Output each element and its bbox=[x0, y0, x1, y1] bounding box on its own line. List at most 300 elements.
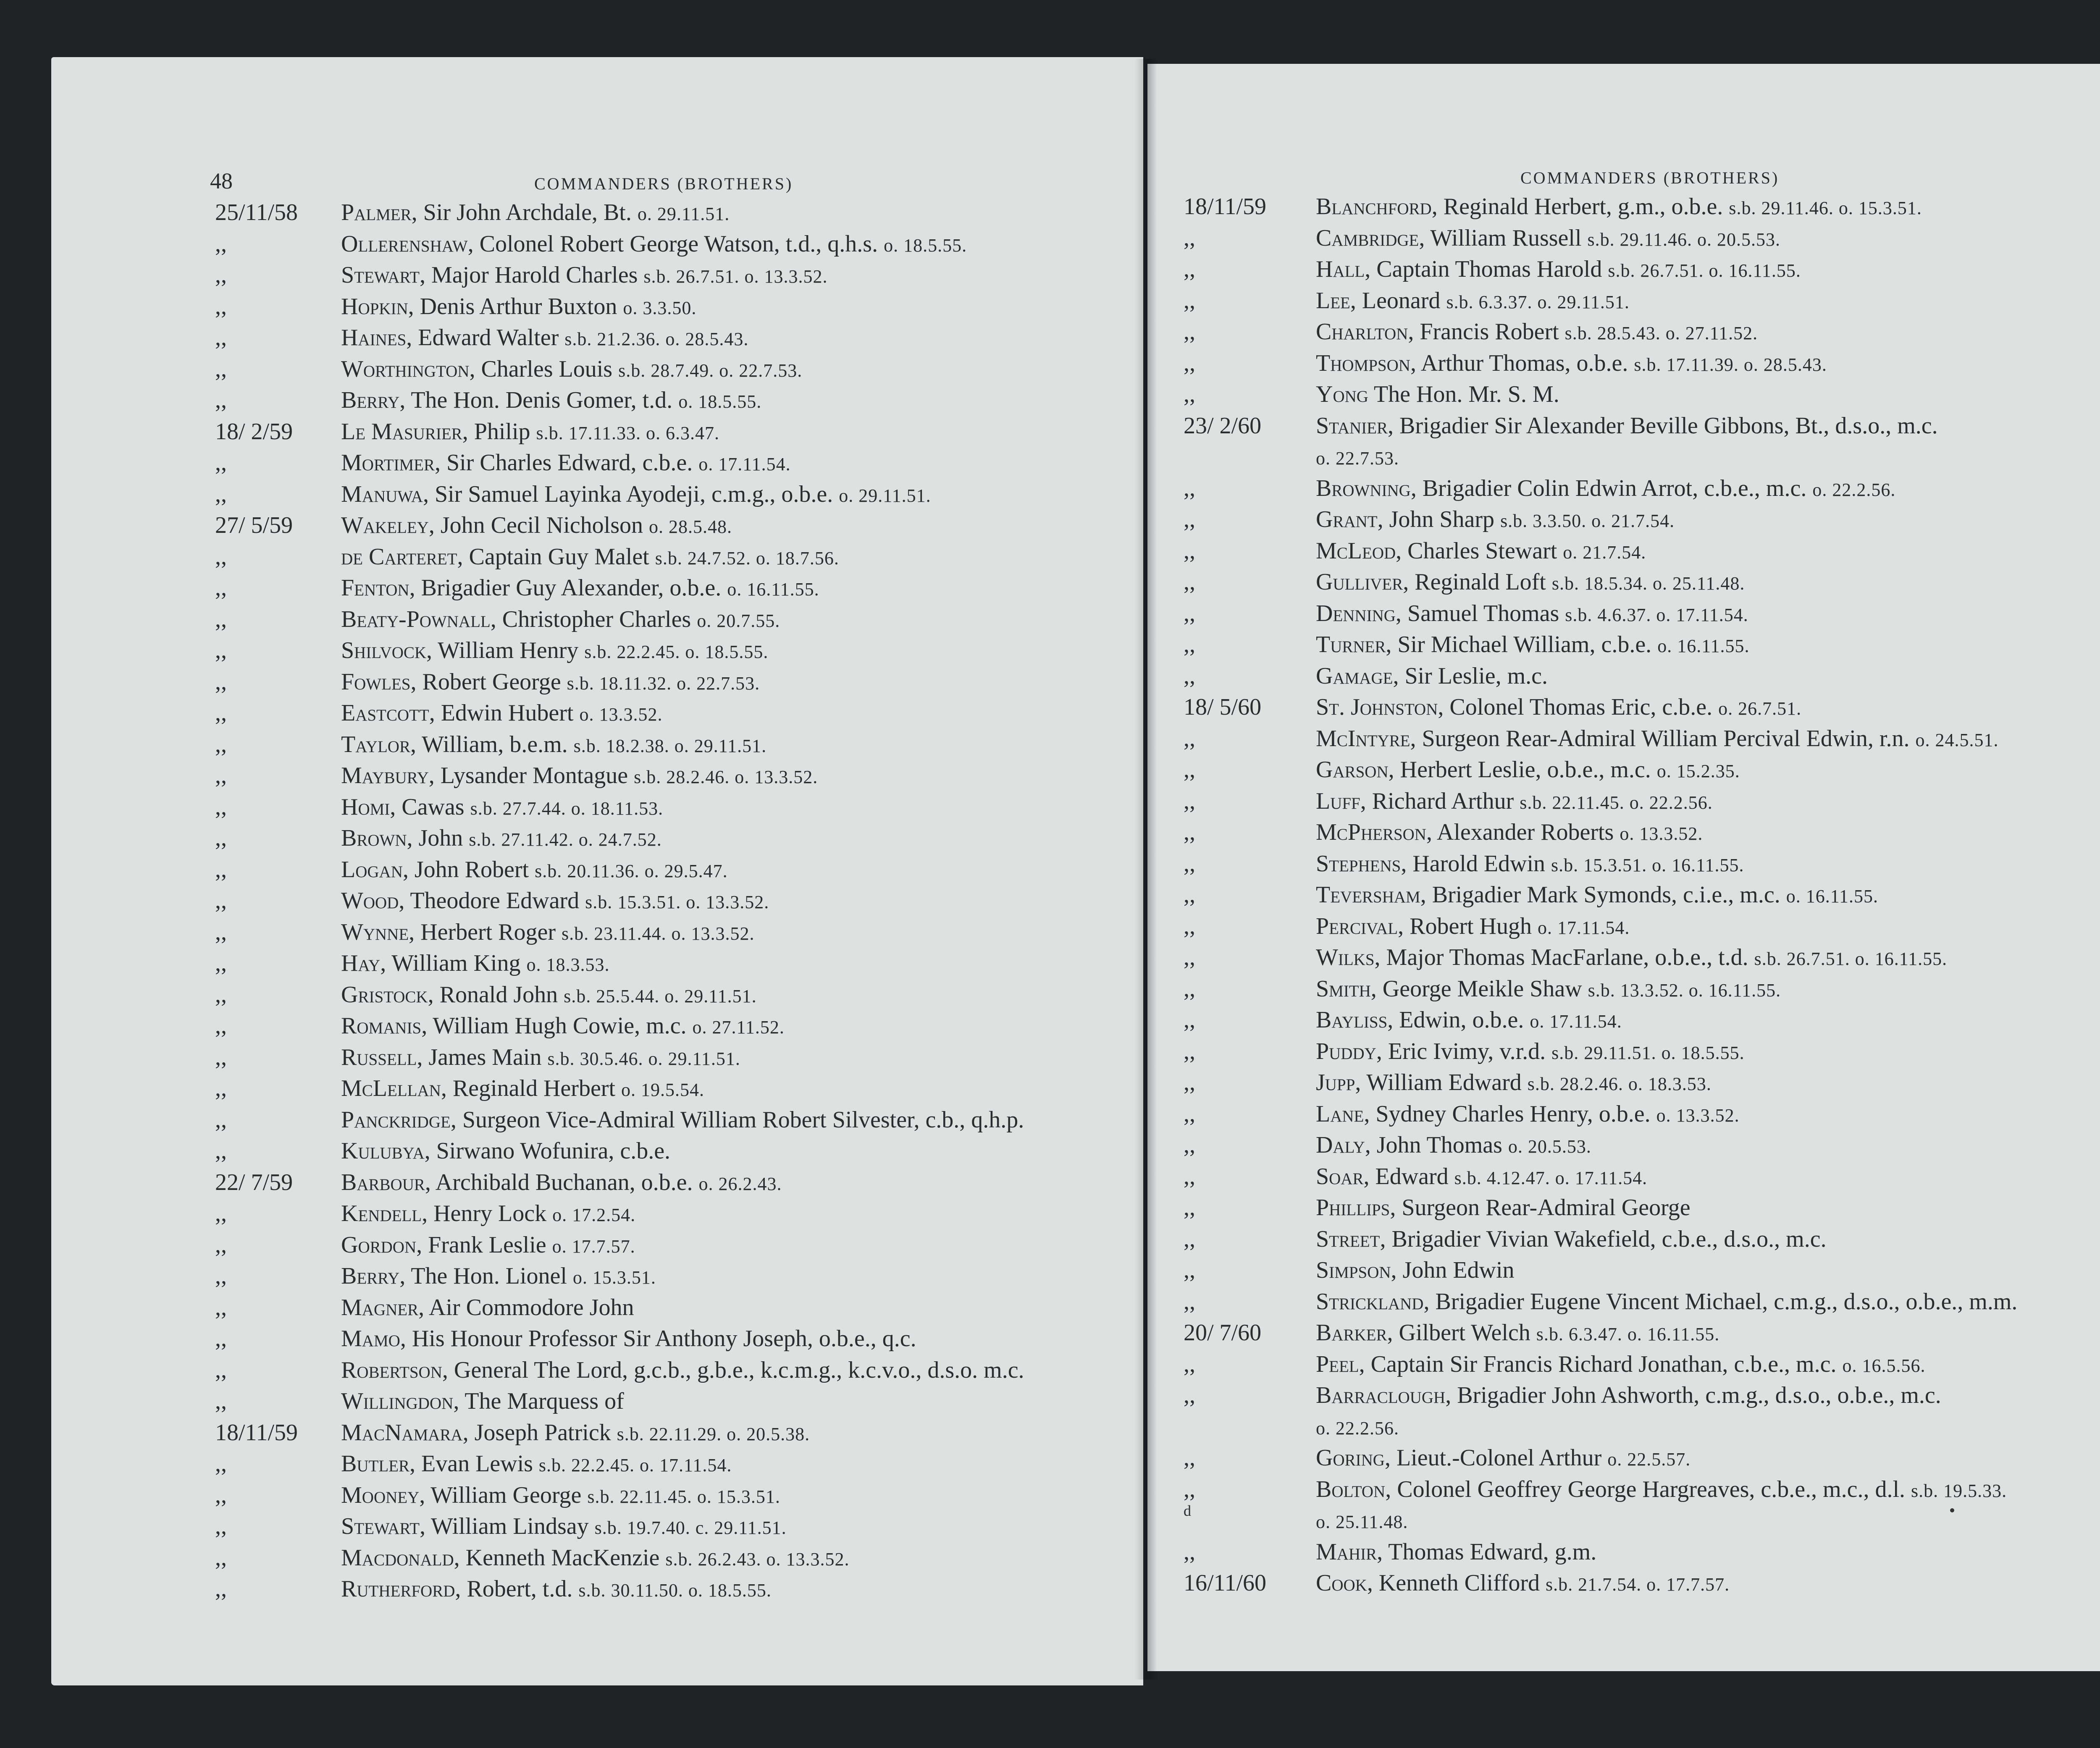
entry-text bbox=[215, 448, 1024, 480]
signature-mark: d bbox=[1184, 1502, 1191, 1519]
entry-name-details: , Robert Hugh bbox=[1398, 913, 1532, 939]
entry-post-dates: s.b. 6.3.37. o. 29.11.51. bbox=[1446, 291, 1630, 312]
entry-name-details: , John Edwin bbox=[1391, 1257, 1515, 1283]
entry-surname: Stewart bbox=[341, 1513, 420, 1539]
entry-text bbox=[215, 792, 1024, 824]
entry-surname: Simpson bbox=[1316, 1257, 1391, 1283]
entry-list bbox=[215, 198, 1024, 1606]
entry-name-details: , Edwin, o.b.e. bbox=[1387, 1007, 1524, 1033]
entry-name-details: , Brigadier Eugene Vincent Michael, c.m.g., d.s.o., o.b.e., m.m. bbox=[1423, 1288, 2018, 1315]
entry-text bbox=[215, 1293, 1024, 1324]
entry-post-dates: s.b. 23.11.44. o. 13.3.52. bbox=[562, 923, 755, 944]
entry-surname: Teversham bbox=[1316, 882, 1420, 908]
list-item bbox=[1184, 818, 2017, 849]
entry-post-dates: s.b. 20.11.36. o. 29.5.47. bbox=[535, 860, 728, 881]
list-item bbox=[215, 949, 1024, 980]
entry-name-details: , Sir Charles Edward, c.b.e. bbox=[434, 450, 693, 476]
entry-surname: St. Johnston bbox=[1316, 694, 1438, 720]
entry-name-details: , Surgeon Rear-Admiral George bbox=[1390, 1195, 1690, 1221]
entry-post-dates: o. 16.5.56. bbox=[1842, 1355, 1926, 1376]
entry-date: ,, bbox=[215, 856, 227, 883]
entry-list bbox=[1184, 192, 2017, 1600]
list-item bbox=[1184, 505, 2017, 536]
entry-post-dates: s.b. 29.11.46. o. 20.5.53. bbox=[1587, 229, 1781, 250]
list-item bbox=[1184, 1193, 2017, 1224]
entry-name-details: , Colonel Thomas Eric, c.b.e. bbox=[1438, 694, 1713, 720]
list-item bbox=[215, 1074, 1024, 1105]
list-item bbox=[1184, 567, 2017, 599]
entry-surname: Bolton bbox=[1316, 1476, 1386, 1502]
entry-date: ,, bbox=[215, 919, 227, 945]
entry-text bbox=[1184, 724, 2017, 755]
entry-text bbox=[1184, 661, 2017, 693]
entry-surname: Denning bbox=[1316, 600, 1396, 626]
entry-name-details: , Brigadier John Ashworth, c.m.g., d.s.o., o.b.e., m.c. bbox=[1445, 1382, 1941, 1408]
list-item bbox=[1184, 880, 2017, 912]
entry-date: ,, bbox=[215, 1357, 227, 1383]
entry-date: ,, bbox=[1184, 882, 1195, 908]
entry-date: ,, bbox=[215, 1451, 227, 1477]
entry-text bbox=[1184, 1068, 2017, 1099]
list-item bbox=[215, 1512, 1024, 1543]
entry-date: ,, bbox=[1184, 256, 1195, 282]
entry-post-dates: s.b. 30.5.46. o. 29.11.51. bbox=[547, 1048, 740, 1069]
entry-text bbox=[215, 417, 1024, 448]
entry-name-details: , Eric Ivimy, v.r.d. bbox=[1376, 1038, 1546, 1064]
entry-date: ,, bbox=[1184, 757, 1195, 783]
entry-name-details: , Philip bbox=[462, 418, 530, 445]
entry-date: ,, bbox=[215, 293, 227, 320]
list-item bbox=[1184, 724, 2017, 755]
entry-post-dates: o. 27.11.52. bbox=[692, 1017, 785, 1038]
entry-post-dates: o. 20.7.55. bbox=[697, 610, 780, 631]
list-item bbox=[215, 511, 1024, 542]
entry-date: ,, bbox=[215, 700, 227, 726]
entry-text bbox=[1184, 755, 2017, 786]
list-item bbox=[215, 636, 1024, 667]
entry-surname: Gordon bbox=[341, 1232, 417, 1258]
entry-date: ,, bbox=[215, 888, 227, 914]
entry-post-dates: s.b. 6.3.47. o. 16.11.55. bbox=[1536, 1324, 1720, 1344]
entry-date: ,, bbox=[1184, 537, 1195, 564]
entry-name-details: , Edward bbox=[1363, 1163, 1449, 1190]
list-item bbox=[215, 1386, 1024, 1418]
list-item bbox=[215, 1105, 1024, 1137]
entry-name-details: , Brigadier Mark Symonds, c.i.e., m.c. bbox=[1420, 882, 1780, 908]
entry-name-details: , William, b.e.m. bbox=[410, 731, 568, 757]
entry-surname: Daly bbox=[1316, 1132, 1365, 1158]
entry-surname: Goring bbox=[1316, 1445, 1385, 1471]
list-item bbox=[1184, 1255, 2017, 1287]
list-item bbox=[1184, 943, 2017, 974]
list-item bbox=[1184, 912, 2017, 943]
list-item bbox=[1184, 786, 2017, 818]
entry-date: ,, bbox=[215, 1576, 227, 1602]
entry-text bbox=[215, 1481, 1024, 1512]
entry-post-dates: o. 17.11.54. bbox=[1530, 1011, 1622, 1032]
entry-name-details: , Major Thomas MacFarlane, o.b.e., t.d. bbox=[1374, 944, 1748, 970]
entry-text bbox=[1184, 943, 2017, 974]
entry-surname: Willingdon bbox=[341, 1388, 454, 1414]
entry-name-details: The Hon. Mr. S. M. bbox=[1368, 381, 1559, 407]
entry-text bbox=[215, 511, 1024, 542]
page-number: 48 bbox=[210, 168, 233, 194]
entry-name-details: , Ronald John bbox=[428, 981, 558, 1008]
entry-text bbox=[215, 949, 1024, 980]
entry-post-dates: o. 28.5.48. bbox=[649, 516, 732, 537]
entry-post-dates: s.b. 18.2.38. o. 29.11.51. bbox=[573, 735, 767, 756]
entry-surname: Bayliss bbox=[1316, 1007, 1388, 1033]
entry-surname: Butler bbox=[341, 1451, 410, 1477]
list-item bbox=[1184, 1005, 2017, 1037]
entry-text bbox=[215, 730, 1024, 761]
list-item bbox=[215, 229, 1024, 261]
entry-name-details: , Brigadier Sir Alexander Beville Gibbons, Bt., d.s.o., m.c. bbox=[1388, 412, 1938, 439]
entry-name-details: , John Thomas bbox=[1365, 1132, 1502, 1158]
running-head: COMMANDERS (BROTHERS) bbox=[534, 174, 793, 193]
entry-name-details: , Sir Leslie, m.c. bbox=[1393, 663, 1548, 689]
entry-post-dates: s.b. 25.5.44. o. 29.11.51. bbox=[564, 985, 757, 1006]
entry-surname: Taylor bbox=[341, 731, 410, 757]
list-item bbox=[215, 480, 1024, 511]
list-item bbox=[1184, 349, 2017, 380]
entry-date: ,, bbox=[1184, 725, 1195, 752]
entry-surname: Barker bbox=[1316, 1320, 1387, 1346]
entry-post-dates: o. 22.2.56. bbox=[1316, 1418, 1399, 1439]
entry-surname: Maybury bbox=[341, 763, 429, 789]
entry-text bbox=[1184, 1350, 2017, 1381]
entry-name-details: , Robert, t.d. bbox=[455, 1576, 573, 1602]
entry-post-dates: s.b. 26.7.51. o. 13.3.52. bbox=[643, 266, 828, 287]
entry-surname: Worthington bbox=[341, 356, 470, 382]
entry-post-dates: o. 13.3.52. bbox=[579, 704, 663, 725]
entry-text bbox=[1184, 1005, 2017, 1037]
entry-name-details: , Richard Arthur bbox=[1360, 788, 1514, 814]
entry-text bbox=[215, 198, 1024, 229]
entry-surname: Turner bbox=[1316, 632, 1386, 658]
entry-date: 18/ 2/59 bbox=[215, 418, 293, 445]
entry-date: ,, bbox=[215, 763, 227, 789]
entry-date: ,, bbox=[215, 668, 227, 695]
entry-post-dates: s.b. 28.7.49. o. 22.7.53. bbox=[618, 360, 803, 381]
entry-surname: Ollerenshaw bbox=[341, 231, 468, 257]
entry-name-details: , Francis Robert bbox=[1408, 319, 1559, 345]
entry-post-dates: s.b. 4.12.47. o. 17.11.54. bbox=[1454, 1167, 1648, 1188]
entry-date: ,, bbox=[215, 1482, 227, 1508]
list-item bbox=[1184, 286, 2017, 317]
entry-name-details: , John bbox=[407, 825, 463, 851]
entry-name-details: , Henry Lock bbox=[422, 1200, 547, 1226]
entry-text bbox=[1184, 474, 2017, 505]
entry-surname: Lane bbox=[1316, 1101, 1364, 1127]
entry-date: ,, bbox=[215, 825, 227, 851]
entry-name-details: , Alexander Roberts bbox=[1426, 819, 1614, 845]
entry-date: ,, bbox=[1184, 944, 1195, 970]
entry-surname: Barbour bbox=[341, 1169, 425, 1195]
entry-post-dates: o. 3.3.50. bbox=[623, 297, 697, 318]
list-item bbox=[215, 823, 1024, 855]
list-item bbox=[1184, 755, 2017, 786]
entry-date: ,, bbox=[1184, 975, 1195, 1002]
entry-text bbox=[1184, 411, 2017, 443]
entry-date: ,, bbox=[215, 981, 227, 1008]
entry-post-dates: s.b. 21.7.54. o. 17.7.57. bbox=[1545, 1574, 1730, 1595]
entry-surname: Luff bbox=[1316, 788, 1360, 814]
entry-surname: Jupp bbox=[1316, 1069, 1355, 1095]
entry-name-details: , Kenneth MacKenzie bbox=[454, 1544, 660, 1571]
entry-date: ,, bbox=[1184, 850, 1195, 877]
entry-text bbox=[1184, 1037, 2017, 1068]
entry-name-details: , Major Harold Charles bbox=[419, 262, 638, 288]
entry-surname: Thompson bbox=[1316, 350, 1410, 376]
entry-surname: Robertson bbox=[341, 1357, 442, 1383]
entry-date: ,, bbox=[215, 1263, 227, 1289]
entry-text bbox=[215, 980, 1024, 1012]
entry-text bbox=[215, 229, 1024, 261]
entry-name-details: , Brigadier Vivian Wakefield, c.b.e., d.s.o., m.c. bbox=[1380, 1226, 1827, 1252]
entry-surname: Gulliver bbox=[1316, 569, 1403, 595]
list-item bbox=[215, 667, 1024, 699]
list-item bbox=[1184, 254, 2017, 286]
entry-surname: Puddy bbox=[1316, 1038, 1376, 1064]
entry-name-details: , The Hon. Lionel bbox=[399, 1263, 567, 1289]
entry-surname: Garson bbox=[1316, 757, 1389, 783]
entry-text bbox=[1184, 630, 2017, 661]
entry-text bbox=[1184, 1255, 2017, 1287]
entry-name-details: , Edward Walter bbox=[406, 325, 559, 351]
entry-surname: Gristock bbox=[341, 981, 428, 1008]
entry-text bbox=[1184, 1162, 2017, 1193]
entry-text bbox=[215, 542, 1024, 574]
entry-post-dates: o. 19.5.54. bbox=[621, 1080, 704, 1100]
entry-post-dates: o. 24.5.51. bbox=[1915, 729, 1999, 750]
entry-name-details: , Sirwano Wofunira, c.b.e. bbox=[424, 1138, 671, 1164]
entry-post-dates: s.b. 3.3.50. o. 21.7.54. bbox=[1500, 511, 1675, 531]
entry-name-details: , William George bbox=[419, 1482, 582, 1508]
entry-text bbox=[215, 1449, 1024, 1481]
entry-text bbox=[1184, 1318, 2017, 1350]
entry-name-details: , Reginald Herbert bbox=[441, 1075, 615, 1101]
entry-surname: Kulubya bbox=[341, 1138, 425, 1164]
entry-name-details: , Sir Michael William, c.b.e. bbox=[1386, 632, 1652, 658]
entry-surname: Berry bbox=[341, 1263, 400, 1289]
entry-name-details: , Robert George bbox=[410, 668, 561, 695]
entry-text bbox=[215, 1105, 1024, 1137]
entry-date: ,, bbox=[1184, 1226, 1195, 1252]
entry-surname: Soar bbox=[1316, 1163, 1364, 1190]
entry-surname: Hay bbox=[341, 950, 381, 976]
entry-text bbox=[1184, 1412, 2017, 1444]
entry-date: ,, bbox=[215, 262, 227, 288]
entry-name-details: , William Edward bbox=[1355, 1069, 1522, 1095]
entry-post-dates: o. 25.11.48. bbox=[1316, 1512, 1408, 1532]
entry-date: ,, bbox=[215, 1075, 227, 1101]
entry-surname: Rutherford bbox=[341, 1576, 455, 1602]
entry-surname: Gamage bbox=[1316, 663, 1393, 689]
entry-surname: Brown bbox=[341, 825, 407, 851]
entry-post-dates: s.b. 22.2.45. o. 17.11.54. bbox=[538, 1455, 732, 1475]
entry-date: ,, bbox=[1184, 1257, 1195, 1283]
entry-post-dates: s.b. 18.5.34. o. 25.11.48. bbox=[1551, 573, 1745, 594]
entry-text bbox=[215, 886, 1024, 917]
entry-post-dates: s.b. 30.11.50. o. 18.5.55. bbox=[578, 1580, 772, 1601]
list-item bbox=[215, 1168, 1024, 1199]
entry-date: ,, bbox=[1184, 1476, 1195, 1502]
entry-post-dates: o. 18.5.55. bbox=[678, 391, 762, 412]
entry-text bbox=[215, 1074, 1024, 1105]
entry-text bbox=[1184, 818, 2017, 849]
entry-date: ,, bbox=[215, 794, 227, 820]
entry-date: ,, bbox=[215, 637, 227, 663]
list-item bbox=[215, 385, 1024, 417]
entry-surname: Fowles bbox=[341, 668, 411, 695]
entry-post-dates: s.b. 19.5.33. bbox=[1911, 1480, 2007, 1501]
entry-post-dates: s.b. 27.7.44. o. 18.11.53. bbox=[470, 798, 664, 819]
entry-date: ,, bbox=[1184, 1195, 1195, 1221]
entry-post-dates: o. 29.11.51. bbox=[839, 485, 931, 506]
entry-date: ,, bbox=[215, 481, 227, 507]
entry-name-details: , Cawas bbox=[390, 794, 465, 820]
entry-name-details: , Herbert Leslie, o.b.e., m.c. bbox=[1388, 757, 1651, 783]
entry-surname: Phillips bbox=[1316, 1195, 1390, 1221]
entry-date: ,, bbox=[215, 1138, 227, 1164]
entry-surname: Kendell bbox=[341, 1200, 422, 1226]
entry-surname: Cambridge bbox=[1316, 225, 1419, 251]
list-item bbox=[1184, 1443, 2017, 1475]
entry-name-details: , John Cecil Nicholson bbox=[428, 512, 643, 538]
entry-text bbox=[1184, 880, 2017, 912]
entry-date: ,, bbox=[1184, 1038, 1195, 1064]
entry-date: ,, bbox=[1184, 381, 1195, 407]
list-item bbox=[215, 542, 1024, 574]
entry-post-dates: o. 21.7.54. bbox=[1563, 542, 1646, 563]
entry-date: ,, bbox=[215, 1200, 227, 1226]
list-item bbox=[215, 1324, 1024, 1355]
entry-text bbox=[1184, 974, 2017, 1006]
entry-text bbox=[215, 1418, 1024, 1449]
entry-post-dates: o. 15.2.35. bbox=[1656, 761, 1740, 781]
entry-surname: Magner bbox=[341, 1294, 419, 1321]
entry-text bbox=[215, 1043, 1024, 1074]
entry-name-details: , Colonel Geoffrey George Hargreaves, c.b.e., m.c., d.l. bbox=[1385, 1476, 1906, 1502]
entry-post-dates: o. 29.11.51. bbox=[637, 204, 730, 224]
entry-text bbox=[1184, 1381, 2017, 1412]
entry-surname: McIntyre bbox=[1316, 725, 1410, 752]
entry-surname: Eastcott bbox=[341, 700, 429, 726]
entry-post-dates: o. 22.7.53. bbox=[1316, 448, 1399, 469]
list-item bbox=[1184, 661, 2017, 693]
entry-date: ,, bbox=[1184, 319, 1195, 345]
entry-name-details: , Christopher Charles bbox=[490, 606, 691, 632]
list-item bbox=[1184, 223, 2017, 255]
entry-text bbox=[1184, 786, 2017, 818]
list-item bbox=[215, 354, 1024, 386]
entry-text bbox=[215, 855, 1024, 886]
entry-post-dates: s.b. 22.2.45. o. 18.5.55. bbox=[584, 642, 769, 662]
entry-name-details: , Frank Leslie bbox=[416, 1232, 546, 1258]
entry-post-dates: s.b. 17.11.39. o. 28.5.43. bbox=[1634, 354, 1827, 375]
entry-date: ,, bbox=[1184, 819, 1195, 845]
list-item bbox=[215, 292, 1024, 323]
entry-date: ,, bbox=[1184, 1163, 1195, 1190]
entry-name-details: , William Russell bbox=[1419, 225, 1582, 251]
entry-post-dates: s.b. 15.3.51. o. 16.11.55. bbox=[1551, 854, 1744, 875]
entry-post-dates: o. 20.5.53. bbox=[1508, 1136, 1591, 1157]
entry-text bbox=[1184, 192, 2017, 223]
entry-text bbox=[215, 1261, 1024, 1293]
entry-date: ,, bbox=[1184, 506, 1195, 532]
entry-date: ,, bbox=[215, 575, 227, 601]
entry-date: ,, bbox=[215, 356, 227, 382]
list-item bbox=[1184, 692, 2017, 724]
entry-surname: Macdonald bbox=[341, 1544, 454, 1571]
entry-surname: Browning bbox=[1316, 475, 1411, 501]
entry-date: ,, bbox=[215, 1294, 227, 1321]
entry-name-details: , Harold Edwin bbox=[1401, 850, 1546, 877]
entry-date: ,, bbox=[215, 606, 227, 632]
entry-post-dates: s.b. 28.2.46. o. 18.3.53. bbox=[1527, 1074, 1712, 1094]
entry-name-details: , Sir Samuel Layinka Ayodeji, c.m.g., o.b.e. bbox=[423, 481, 833, 507]
entry-text bbox=[215, 480, 1024, 511]
list-item bbox=[215, 980, 1024, 1012]
entry-name-details: , Sir John Archdale, Bt. bbox=[411, 199, 632, 225]
entry-date: ,, bbox=[215, 1232, 227, 1258]
entry-surname: Hopkin bbox=[341, 293, 408, 320]
list-item bbox=[215, 1199, 1024, 1230]
entry-name-details: , Theodore Edward bbox=[399, 888, 580, 914]
list-item bbox=[215, 1261, 1024, 1293]
entry-surname: Strickland bbox=[1316, 1288, 1424, 1315]
entry-name-details: , William Hugh Cowie, m.c. bbox=[421, 1013, 687, 1039]
entry-name-details: , The Marquess of bbox=[453, 1388, 624, 1414]
entry-text bbox=[1184, 849, 2017, 881]
entry-text bbox=[215, 917, 1024, 949]
entry-surname: Street bbox=[1316, 1226, 1380, 1252]
list-item bbox=[1184, 411, 2017, 443]
entry-text bbox=[1184, 912, 2017, 943]
list-item bbox=[1184, 442, 2017, 474]
entry-text bbox=[1184, 1193, 2017, 1224]
entry-name-details: , Lysander Montague bbox=[428, 763, 628, 789]
entry-post-dates: s.b. 26.7.51. o. 16.11.55. bbox=[1754, 949, 1948, 969]
entry-post-dates: s.b. 15.3.51. o. 13.3.52. bbox=[585, 892, 769, 912]
list-item bbox=[215, 698, 1024, 730]
entry-text bbox=[215, 260, 1024, 292]
entry-name-details: , Captain Thomas Harold bbox=[1365, 256, 1602, 282]
entry-text bbox=[215, 823, 1024, 855]
entry-name-details: , Evan Lewis bbox=[410, 1451, 533, 1477]
entry-surname: Wakeley bbox=[341, 512, 429, 538]
entry-date: 27/ 5/59 bbox=[215, 512, 293, 538]
entry-text bbox=[1184, 599, 2017, 630]
entry-date: 22/ 7/59 bbox=[215, 1169, 293, 1195]
entry-name-details: , Samuel Thomas bbox=[1395, 600, 1559, 626]
entry-surname: Fenton bbox=[341, 575, 410, 601]
list-item bbox=[215, 605, 1024, 636]
entry-date: ,, bbox=[1184, 1288, 1195, 1315]
list-item bbox=[1184, 849, 2017, 881]
list-item bbox=[215, 1136, 1024, 1168]
entry-text bbox=[1184, 223, 2017, 255]
entry-surname: Logan bbox=[341, 856, 403, 883]
entry-text bbox=[215, 1011, 1024, 1043]
entry-date: ,, bbox=[215, 387, 227, 413]
entry-text bbox=[1184, 1568, 2017, 1600]
list-item bbox=[1184, 474, 2017, 505]
entry-surname: Grant bbox=[1316, 506, 1378, 532]
entry-post-dates: o. 26.7.51. bbox=[1718, 698, 1802, 719]
entry-post-dates: o. 18.3.53. bbox=[526, 954, 610, 975]
